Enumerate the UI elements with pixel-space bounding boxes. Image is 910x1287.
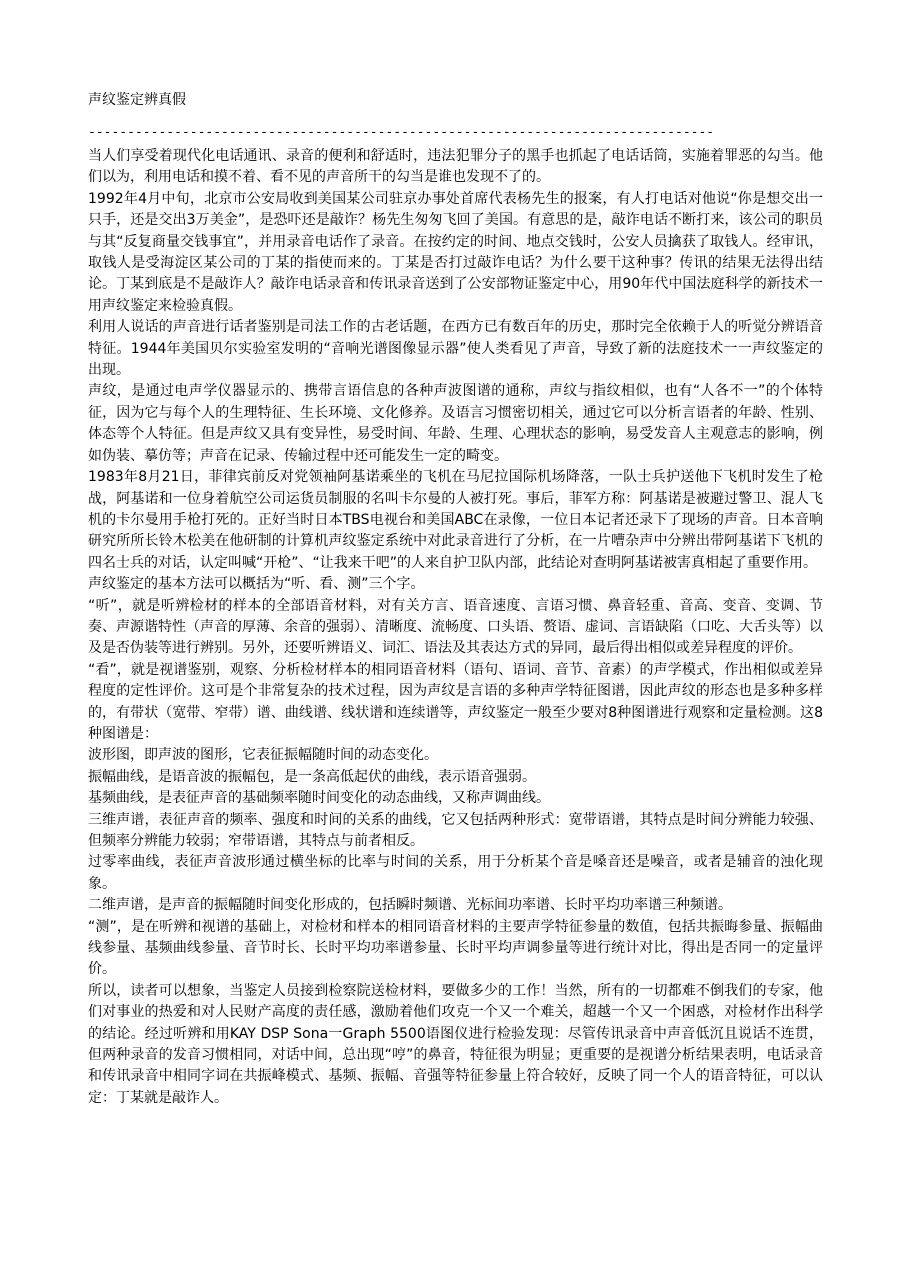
separator-line: --------------------------------------------------------------------------------	[88, 126, 715, 140]
paragraph-2d-spectrum: 二维声谱，是声音的振幅随时间变化形成的，包括瞬时频谱、光标间功率谱、长时平均功率谱三种频谱。	[88, 897, 732, 914]
paragraph-look: “看”，就是视谱鉴别，观察、分析检材样本的相同语音材料（语句、语词、音节、音素）的声学模式，作出相似或差异程度的定性评价。这可是个非常复杂的技术过程，因为声纹是言语的多种声学特征图谱，因此声纹的形态也是多种多样的，有带状（宽带、窄带）谱、曲线谱、线状谱和连续谱等，声纹鉴定一般至少要对8种图谱进行观察和定量检测。这8种图谱是：	[88, 661, 823, 742]
paragraph-history: 利用人说话的声音进行话者鉴别是司法工作的古老话题，在西方已有数百年的历史，那时完全依赖于人的听觉分辨语音特征。1944年美国贝尔实验室发明的“音响光谱图像显示器”使人类看见了声音，导致了新的法庭技术一一声纹鉴定的出现。	[88, 319, 823, 379]
paragraph-waveform: 波形图，即声波的图形，它表征振幅随时间的动态变化。	[88, 747, 438, 764]
paragraph-pitch-curve: 基频曲线，是表征声音的基础频率随时间变化的动态曲线，又称声调曲线。	[88, 790, 550, 807]
paragraph-voiceprint-definition: 声纹，是通过电声学仪器显示的、携带言语信息的各种声波图谱的通称，声纹与指纹相似，也有“人各不一”的个体特征，因为它与每个人的生理特征、生长环境、文化修养。及语言习惯密切相关，通过它可以分析言语者的年龄、性别、体态等个人特征。但是声纹又具有变异性，易受时间、年龄、生理、心理状态的影响，易受发音人主观意志的影响，例如伪装、摹仿等；声音在记录、传输过程中还可能发生一定的畸变。	[88, 383, 823, 464]
article-body	[88, 146, 823, 1109]
document-title: 声纹鉴定辨真假	[88, 92, 186, 108]
paragraph-case-1983: 1983年8月21日，菲律宾前反对党领袖阿基诺乘坐的飞机在马尼拉国际机场降落，一队士兵护送他下飞机时发生了枪战，阿基诺和一位身着航空公司运货员制服的名叫卡尔曼的人被打死。事后，菲军方称：阿基诺是被避过警卫、混人飞机的卡尔曼用手枪打死的。正好当时日本TBS电视台和美国ABC在录像，一位日本记者还录下了现场的声音。日本音响研究所所长铃木松美在他研制的计算机声纹鉴定系统中对此录音进行了分析，在一片嘈杂声中分辨出带阿基诺下飞机的四名士兵的对话，认定叫喊“开枪”、“让我来干吧”的人来自护卫队内部，此结论对查明阿基诺被害真相起了重要作用。	[88, 469, 823, 571]
paragraph-amplitude-curve: 振幅曲线，是语音波的振幅包，是一条高低起伏的曲线，表示语音强弱。	[88, 768, 536, 785]
paragraph-measure: “测”，是在听辨和视谱的基础上，对检材和样本的相同语音材料的主要声学特征参量的数值，包括共振晦参量、振幅曲线参量、基频曲线参量、音节时长、长时平均功率谱参量、长时平均声调参量等进行统计对比，得出是否同一的定量评价。	[88, 918, 823, 978]
paragraph-3d-spectrum: 三维声谱，表征声音的频率、强度和时间的关系的曲线，它又包括两种形式：宽带语谱，其特点是时间分辨能力较强、但频率分辨能力较弱；窄带语谱，其特点与前者相反。	[88, 811, 823, 849]
paragraph-zero-crossing: 过零率曲线，表征声音波形通过横坐标的比率与时间的关系，用于分析某个音是嗓音还是噪音，或者是辅音的浊化现象。	[88, 854, 823, 892]
paragraph-case-1992: 1992年4月中旬，北京市公安局收到美国某公司驻京办事处首席代表杨先生的报案，有人打电话对他说“你是想交出一只手，还是交出3万美金”，是恐吓还是敲诈？杨先生匆匆飞回了美国。有意思的是，敲诈电话不断打来，该公司的职员与其“反复商量交钱事宜”，并用录音电话作了录音。在按约定的时间、地点交钱时，公安人员擒获了取钱人。经审讯，取钱人是受海淀区某公司的丁某的指使而来的。丁某是否打过敲诈电话？为什么要干这种事？传讯的结果无法得出结论。丁某到底是不是敲诈人？敲诈电话录音和传讯录音送到了公安部物证鉴定中心，用90年代中国法庭科学的新技术一用声纹鉴定来检验真假。	[88, 190, 823, 314]
paragraph-intro: 当人们享受着现代化电话通讯、录音的便利和舒适时，违法犯罪分子的黑手也抓起了电话话筒，实施着罪恶的勾当。他们以为，利用电话和摸不着、看不见的声音所干的勾当是谁也发现不了的。	[88, 148, 823, 186]
paragraph-listen: “听”，就是听辨检材的样本的全部语音材料，对有关方言、语音速度、言语习惯、鼻音轻重、音高、变音、变调、节奏、声源谐特性（声音的厚薄、余音的强弱）、清晰度、流畅度、口头语、赘语、虚词、言语缺陷（口吃、大舌头等）以及是否伪装等进行辨别。另外，还要听辨语义、词汇、语法及其表达方式的异同，最后得出相似或差异程度的评价。	[88, 597, 823, 657]
paragraph-conclusion: 所以，读者可以想象，当鉴定人员接到检察院送检材料，要做多少的工作！当然，所有的一切都难不倒我们的专家，他们对事业的热爱和对人民财产高度的责任感，激励着他们攻克一个又一个难关，超越一个又一个困惑，对检材作出科学的结论。经过听辨和用KAY DSP Sona一Graph 5500语图仪进行检验发现：尽管传讯录音中声音低沉且说话不连贯，但两种录音的发音习惯相同，对话中间，总出现“哼”的鼻音，特征很为明显；更重要的是视谱分析结果表明，电话录音和传讯录音中相同字词在共振峰模式、基频、振幅、音强等特征参量上符合较好，反映了同一个人的语音特征，可以认定：丁某就是敲诈人。	[88, 982, 823, 1106]
paragraph-methods-summary: 声纹鉴定的基本方法可以概括为“听、看、测”三个字。	[88, 576, 425, 593]
